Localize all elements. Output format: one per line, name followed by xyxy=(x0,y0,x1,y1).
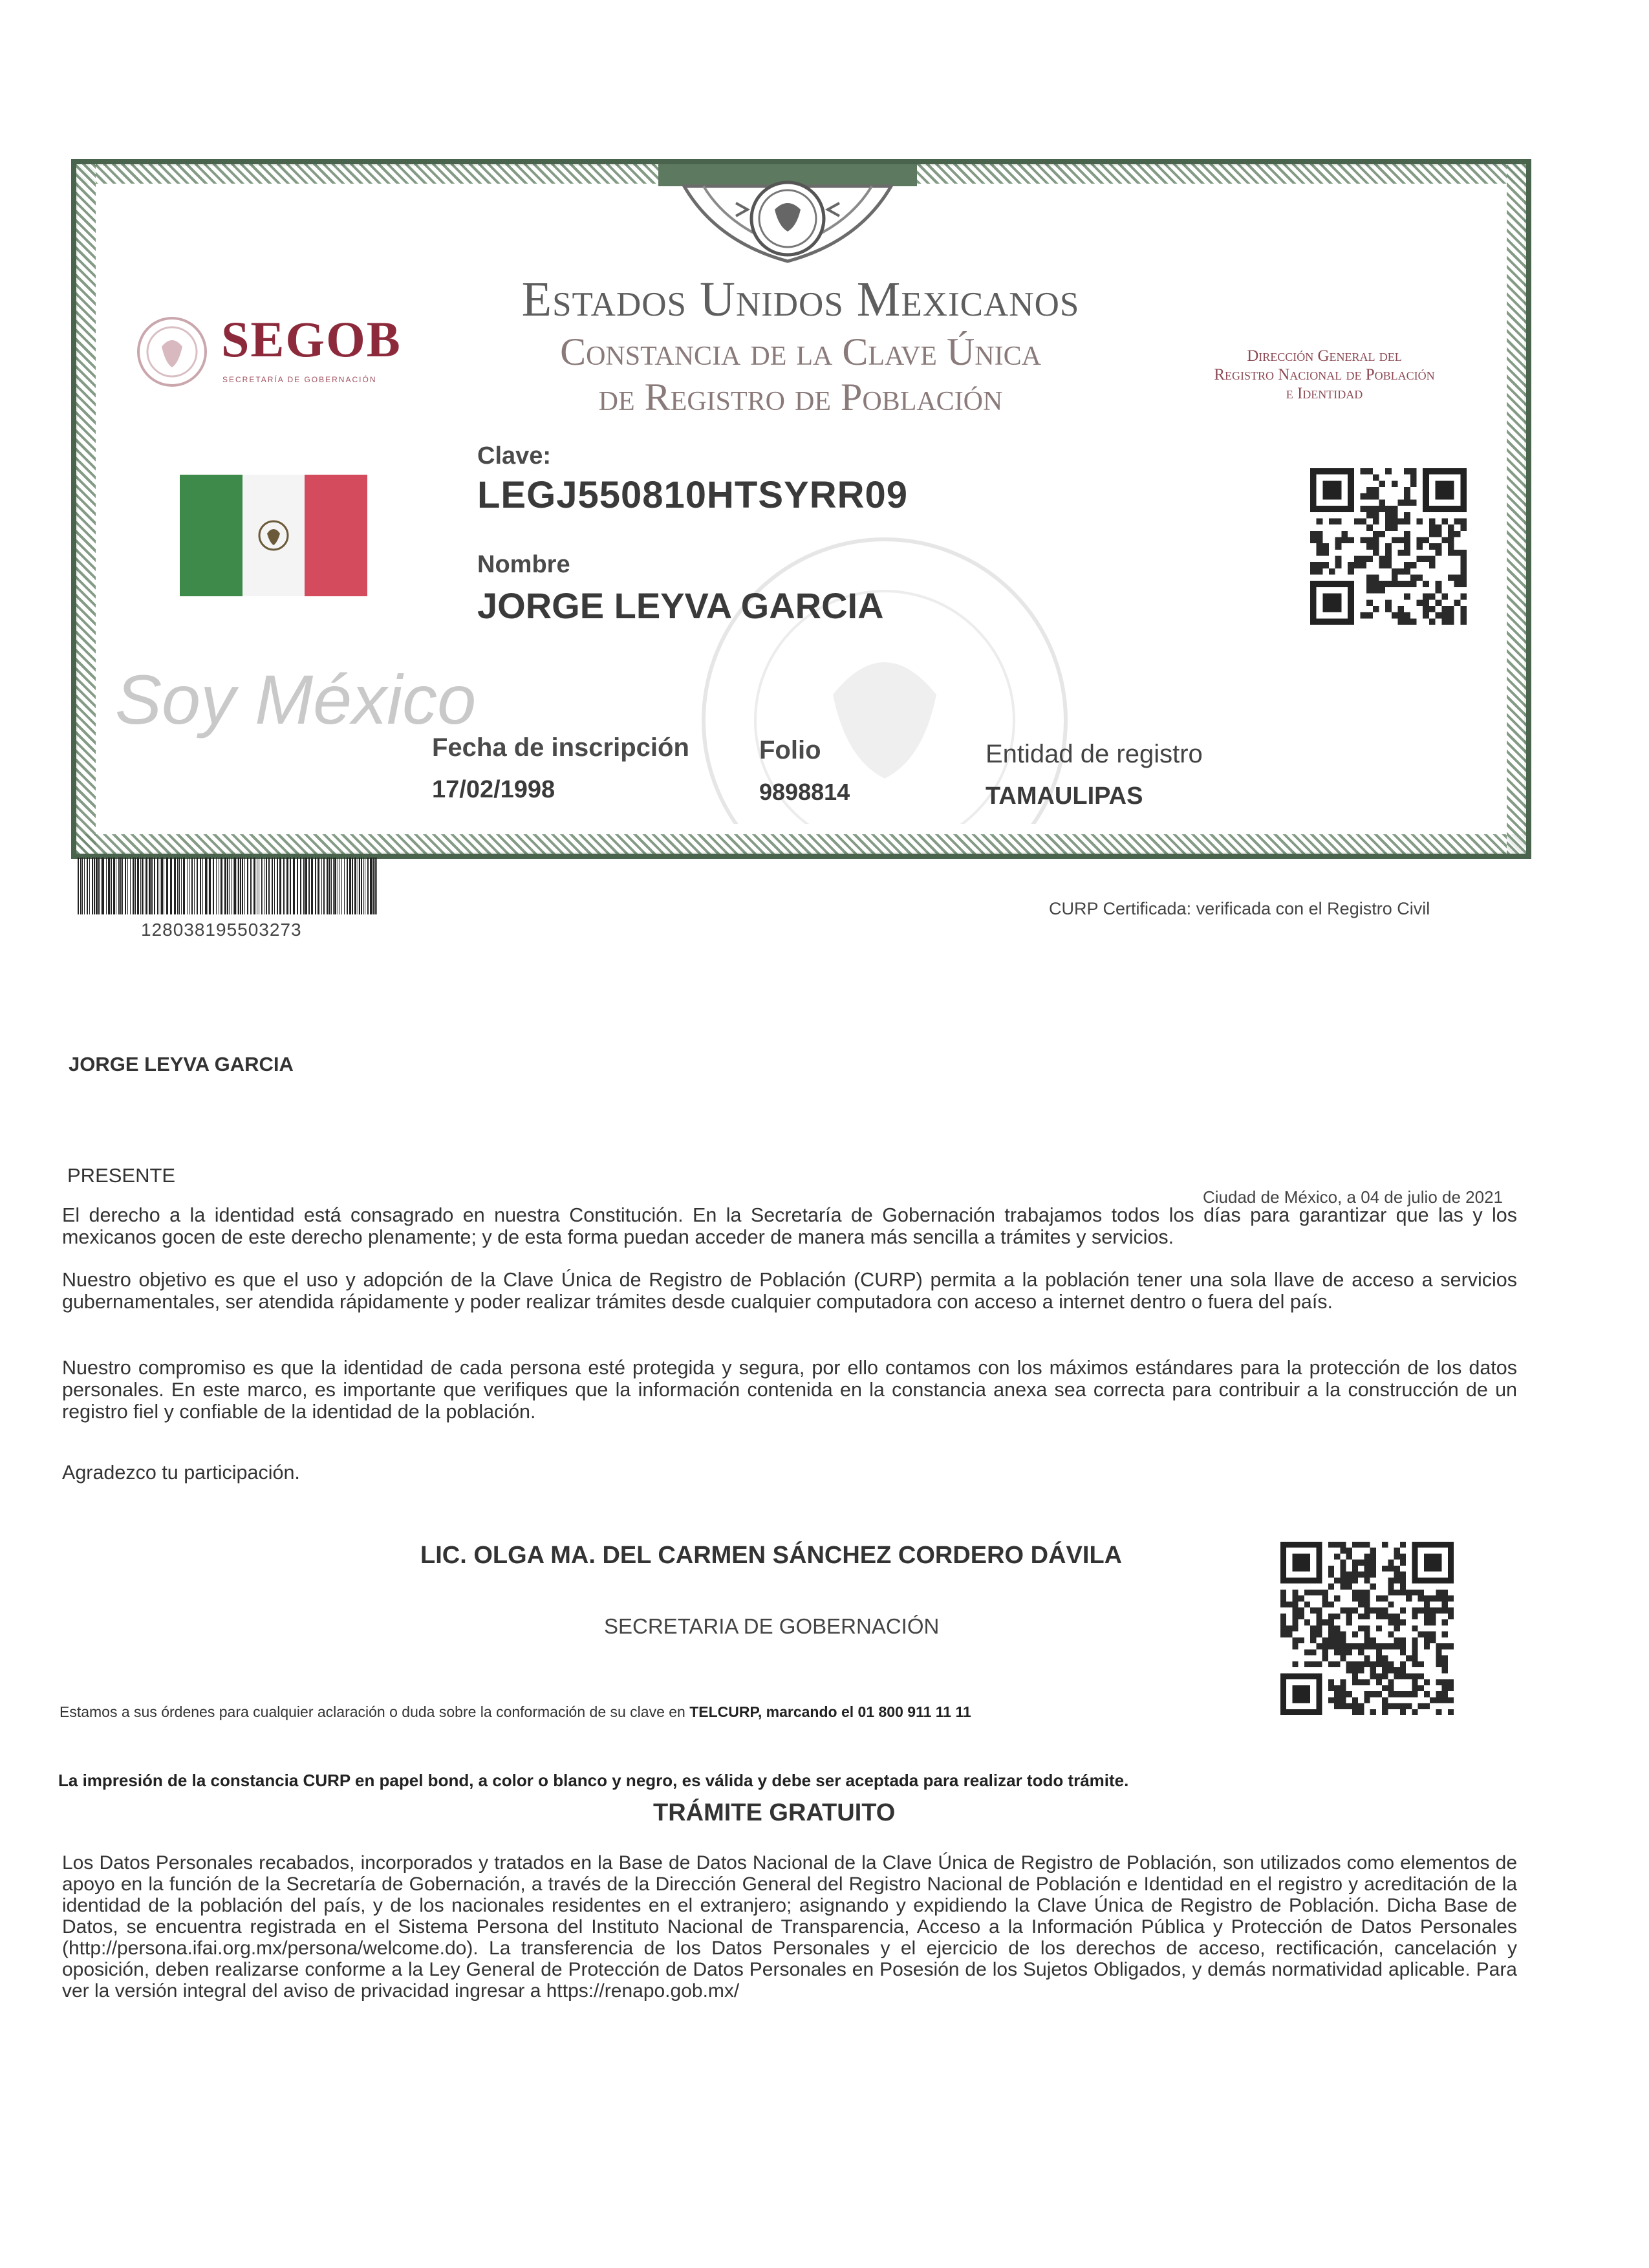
nombre-label: Nombre xyxy=(477,551,570,578)
barcode-number: 128038195503273 xyxy=(141,920,302,940)
signatory-name: LIC. OLGA MA. DEL CARMEN SÁNCHEZ CORDERO DÁVILA xyxy=(420,1542,1123,1569)
aclaracion-text: Estamos a sus órdenes para cualquier aclaración o duda sobre la conformación de su clave en xyxy=(59,1703,690,1720)
national-seal-icon xyxy=(658,164,917,287)
aclaracion-note xyxy=(59,1703,971,1721)
qr-code-icon xyxy=(1280,1542,1454,1715)
title-constancia-line2: de Registro de Población xyxy=(598,376,1003,418)
guilloche-border-bottom xyxy=(76,834,1526,854)
clave-label: Clave: xyxy=(477,442,552,470)
tramite-gratuito-heading: TRÁMITE GRATUITO xyxy=(653,1799,896,1826)
entidad-registro-value: TAMAULIPAS xyxy=(986,783,1143,810)
qr-code-icon xyxy=(1310,468,1467,625)
paragraph-derecho-identidad: El derecho a la identidad está consagrado en nuestra Constitución. En la Secretaría de Gobernación trabajamos todos los días para garantizar que las y los mexicanos gocen de este derecho plenamente; y de esta forma puedan acceder de manera más sencilla a trámites y servicios. xyxy=(62,1204,1517,1248)
dgr-line-1: Dirección General del xyxy=(1247,347,1402,365)
impresion-validity-note: La impresión de la constancia CURP en papel bond, a color o blanco y negro, es válida y debe ser aceptada para realizar todo trámite. xyxy=(58,1771,1129,1790)
nombre-value: JORGE LEYVA GARCIA xyxy=(477,585,884,626)
letter-date: Ciudad de México, a 04 de julio de 2021 xyxy=(1203,1187,1503,1207)
guilloche-border-right xyxy=(1507,164,1526,854)
segob-subtitle: SECRETARÍA DE GOBERNACIÓN xyxy=(222,375,377,384)
dgr-line-3: e Identidad xyxy=(1286,385,1363,402)
fecha-inscripcion-label: Fecha de inscripción xyxy=(432,733,689,762)
barcode-icon xyxy=(78,858,380,914)
clave-value: LEGJ550810HTSYRR09 xyxy=(477,474,908,516)
signatory-title: SECRETARIA DE GOBERNACIÓN xyxy=(604,1614,940,1638)
fecha-inscripcion-value: 17/02/1998 xyxy=(432,776,555,803)
curp-certificate-card xyxy=(71,159,1531,859)
telcurp-phone: TELCURP, marcando el 01 800 911 11 11 xyxy=(689,1703,971,1720)
watermark-seal-icon xyxy=(639,526,1130,824)
entidad-registro-label: Entidad de registro xyxy=(986,740,1203,768)
title-estados-unidos-mexicanos: Estados Unidos Mexicanos xyxy=(521,272,1080,327)
recipient-name: JORGE LEYVA GARCIA xyxy=(69,1053,294,1075)
paragraph-agradecimiento: Agradezco tu participación. xyxy=(62,1462,300,1484)
folio-value: 9898814 xyxy=(759,779,850,805)
title-constancia-line1: Constancia de la Clave Única xyxy=(560,330,1041,373)
dgr-line-2: Registro Nacional de Población xyxy=(1214,366,1435,383)
paragraph-objetivo: Nuestro objetivo es que el uso y adopción de la Clave Única de Registro de Población (CURP) permita a la población tener una sola llave de acceso a servicios gubernamentales, ser atendida rápidamente y poder realizar trámites desde cualquier computadora con acceso a internet dentro o fuera del país. xyxy=(62,1269,1517,1313)
soy-mexico-slogan: Soy México xyxy=(115,660,477,739)
curp-certificada-note: CURP Certificada: verificada con el Registro Civil xyxy=(1049,899,1430,918)
segob-emblem-icon xyxy=(133,313,211,391)
presente-heading: PRESENTE xyxy=(67,1164,176,1187)
mexican-flag-icon xyxy=(180,475,367,596)
segob-logo-text: SEGOB xyxy=(221,311,402,367)
guilloche-border-left xyxy=(76,164,96,854)
coat-of-arms-icon xyxy=(256,518,291,553)
paragraph-compromiso: Nuestro compromiso es que la identidad de cada persona esté protegida y segura, por ello contamos con los máximos estándares para la protección de los datos personales. En este marco, es importante que verifiques que la información contenida en la constancia anexa sea correcta para contribuir a la construcción de un registro fiel y confiable de la identidad de la población. xyxy=(62,1357,1517,1423)
direccion-general-text xyxy=(1150,347,1499,403)
privacy-notice-paragraph: Los Datos Personales recabados, incorporados y tratados en la Base de Datos Nacional de la Clave Única de Registro de Población, son utilizados como elementos de apoyo en la función de la Secretaría de Gobernación, a través de la Dirección General del Registro Nacional de Población e Identidad en el registro y acreditación de la identidad de la población del país, y de los nacionales residentes en el extranjero; asignando y expidiendo la Clave Única de Registro de Población. Dicha Base de Datos, se encuentra registrada en el Sistema Persona del Instituto Nacional de Transparencia, Acceso a la Información Pública y Protección de Datos Personales (http://persona.ifai.org.mx/persona/welcome.do). La transferencia de los Datos Personales y el ejercicio de los derechos de acceso, rectificación, cancelación y oposición, deben realizarse conforme a la Ley General de Protección de Datos Personales en Posesión de los Sujetos Obligados, y demás normatividad aplicable. Para ver la versión integral del aviso de privacidad ingresar a https://renapo.gob.mx/ xyxy=(62,1852,1517,2002)
folio-label: Folio xyxy=(759,736,821,764)
